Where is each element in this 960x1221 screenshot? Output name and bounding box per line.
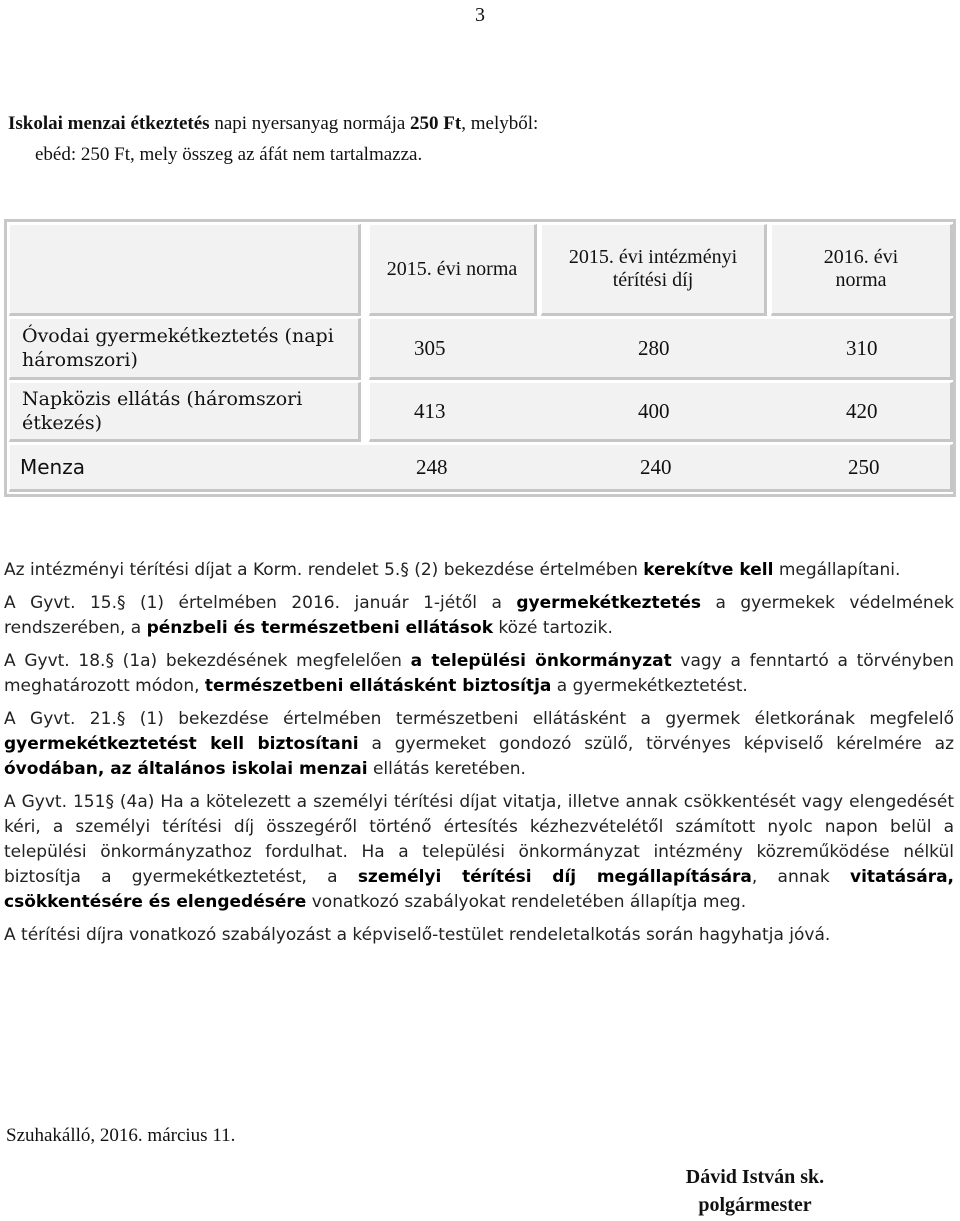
intro-bold-title: Iskolai menzai étkeztetés [8, 113, 210, 134]
table-cell: 305 [414, 336, 446, 360]
text: a gyermekétkeztetést. [551, 676, 748, 696]
text: (1) bekezdése értelmében természetbeni ellátásként a gyermek életkorának megfelelő [125, 709, 954, 729]
bold-text: a települési önkormányzat [410, 651, 672, 671]
signature-name: Dávid István sk. [685, 1166, 825, 1188]
bold-text: óvodában, az általános iskolai menzai [4, 759, 368, 779]
table-cell: 280 [638, 336, 670, 360]
table-cell: 400 [638, 399, 670, 423]
intro-line-1 [8, 108, 538, 139]
paragraph-1 [4, 558, 954, 583]
paragraph-2 [4, 591, 954, 641]
table-header-2016-norma: 2016. évi norma [771, 224, 953, 316]
section-symbol: § [105, 651, 114, 671]
text: (1a) bekezdésének megfelelően [113, 651, 411, 671]
text: A Gyvt. 15. [4, 593, 117, 613]
table-row-napkozis [369, 382, 953, 442]
bold-text: kerekítve kell [643, 560, 774, 580]
table-corner-cell [9, 224, 361, 316]
signature-block [640, 1163, 870, 1219]
text: Az intézményi térítési díjat a Korm. rendelet 5. [4, 560, 401, 580]
norm-table [4, 219, 956, 497]
table-header-2015-dij: 2015. évi intézményi térítési díj [541, 224, 767, 316]
text: (1) értelmében 2016. január 1-jétől a [125, 593, 517, 613]
table-row-label-ovodai: Óvodai gyermekétkeztetés (napi háromszori) [9, 318, 361, 380]
table-row-ovodai [369, 318, 953, 380]
intro-text: napi nyersanyag normája [209, 113, 411, 134]
intro-text-end: , melyből: [461, 113, 539, 134]
paragraph-5 [4, 790, 954, 915]
page-number: 3 [475, 4, 485, 26]
text: A Gyvt. 151 [4, 792, 106, 812]
table-cell: 248 [416, 454, 448, 479]
table-row-menza [9, 444, 953, 492]
section-symbol: § [400, 560, 409, 580]
paragraph-3 [4, 649, 954, 699]
text: a gyermeket gondozó szülő, törvényes képviselő kérelmére az [358, 734, 954, 754]
bold-text: gyermekétkeztetést kell biztosítani [4, 734, 359, 754]
section-symbol: § [117, 593, 126, 613]
table-cell: 240 [640, 454, 672, 479]
paragraph-4 [4, 707, 954, 782]
intro-block [8, 108, 538, 170]
table-cell: 413 [414, 399, 446, 423]
text: , annak [751, 867, 850, 887]
text: (4a) Ha a kötelezett a személyi térítési díjat vitatja, illetve annak csökkentését vagy elengedését kéri, a személyi térítési díj összegéről történő értesítés kézhezvételétől számított nyolc napon belül a települési önkormányzathoz fordulhat. Ha a települési önkormányzat intézmény közreműködése nélkül biztosítja a gyermekétkeztetést, a [4, 792, 955, 887]
signature-title: polgármester [698, 1194, 812, 1216]
text: (2) bekezdése értelmében [408, 560, 644, 580]
text: A Gyvt. 21. [4, 709, 117, 729]
section-symbol: § [105, 792, 114, 812]
table-cell: 250 [848, 454, 880, 479]
intro-amount: 250 Ft [410, 113, 462, 134]
section-symbol: § [116, 709, 126, 729]
text: ellátás keretében. [367, 759, 526, 779]
bold-text: természetbeni ellátásként biztosítja [204, 676, 552, 696]
table-cell: 420 [846, 399, 878, 423]
text: közé tartozik. [493, 618, 613, 638]
table-header-2015-norma: 2015. évi norma [369, 224, 537, 316]
table-row-label-napkozis: Napközis ellátás (háromszori étkezés) [9, 382, 361, 442]
body-paragraphs [4, 558, 954, 956]
bold-text: vitatására, csökkentésére és elengedésére [4, 867, 955, 912]
text: megállapítani. [773, 560, 901, 580]
table-cell: 310 [846, 336, 878, 360]
text: a gyermekek védelmének rendszerében, a [4, 593, 955, 638]
table-row-label-menza: Menza [20, 455, 85, 479]
bold-text: gyermekétkeztetés [516, 593, 701, 613]
text: vonatkozó szabályokat rendeletében állapítja meg. [306, 892, 747, 912]
intro-line-2: ebéd: 250 Ft, mely összeg az áfát nem tartalmazza. [35, 144, 423, 165]
bold-text: pénzbeli és természetbeni ellátások [146, 618, 494, 638]
bold-text: személyi térítési díj megállapítására [357, 867, 752, 887]
place-date: Szuhakálló, 2016. március 11. [6, 1125, 236, 1146]
text: vagy a fenntartó a törvényben meghatározott módon, [4, 651, 955, 696]
text: A Gyvt. 18. [4, 651, 106, 671]
paragraph-6: A térítési díjra vonatkozó szabályozást a képviselő-testület rendeletalkotás során hagyhatja jóvá. [4, 925, 831, 945]
